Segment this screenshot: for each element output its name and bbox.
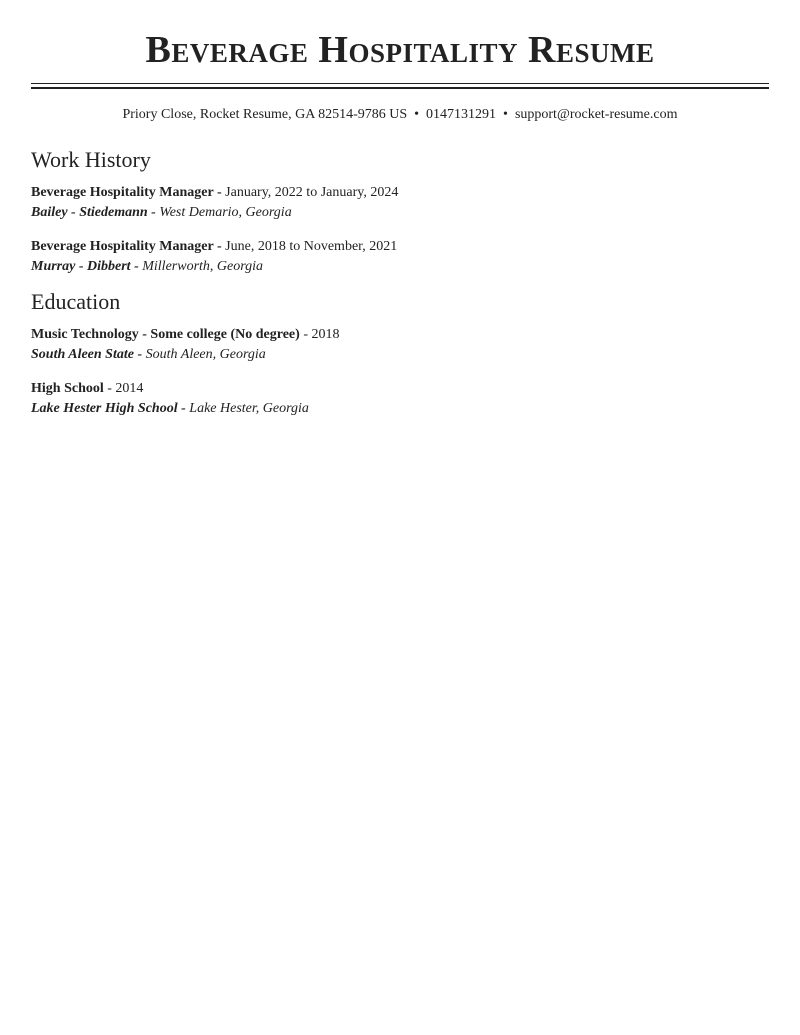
contact-email: support@rocket-resume.com bbox=[514, 107, 678, 122]
work-entry-title-line bbox=[31, 237, 769, 257]
work-entry bbox=[31, 183, 769, 223]
contact-separator: • bbox=[503, 107, 508, 122]
degree-year: 2014 bbox=[115, 381, 144, 396]
school-dash: - bbox=[133, 347, 146, 362]
resume-title: Beverage Hospitality Resume bbox=[145, 29, 655, 71]
job-title-dash: - bbox=[213, 185, 226, 200]
job-title: Beverage Hospitality Manager bbox=[31, 239, 214, 254]
contact-phone: 0147131291 bbox=[426, 107, 497, 122]
work-history-heading: Work History bbox=[31, 147, 151, 172]
title-rule-thin bbox=[31, 83, 769, 84]
school-location: South Aleen, Georgia bbox=[145, 347, 266, 362]
work-entry bbox=[31, 237, 769, 277]
school-name: South Aleen State bbox=[31, 347, 134, 362]
job-dates: June, 2018 to November, 2021 bbox=[225, 239, 398, 254]
company-dash: - bbox=[147, 205, 160, 220]
company-name: Bailey - Stiedemann bbox=[31, 205, 148, 220]
resume-page bbox=[31, 0, 769, 419]
education-entry-school-line bbox=[31, 399, 769, 419]
degree-dash: - bbox=[103, 381, 116, 396]
job-dates: January, 2022 to January, 2024 bbox=[225, 185, 399, 200]
contact-separator: • bbox=[414, 107, 420, 122]
work-entry-company-line bbox=[31, 257, 769, 277]
job-title: Beverage Hospitality Manager bbox=[31, 185, 214, 200]
contact-address: Priory Close, Rocket Resume, GA 82514-9786 US bbox=[122, 107, 408, 122]
education-entry bbox=[31, 379, 769, 419]
work-entry-title-line bbox=[31, 183, 769, 203]
company-name: Murray - Dibbert bbox=[31, 259, 131, 274]
contact-line bbox=[31, 106, 769, 124]
degree-name: High School bbox=[31, 381, 104, 396]
school-location: Lake Hester, Georgia bbox=[189, 401, 309, 416]
degree-name: Music Technology - Some college (No degree) bbox=[31, 327, 300, 342]
school-dash: - bbox=[177, 401, 190, 416]
school-name: Lake Hester High School bbox=[31, 401, 178, 416]
education-entry bbox=[31, 325, 769, 365]
company-location: West Demario, Georgia bbox=[159, 205, 292, 220]
degree-dash: - bbox=[299, 327, 312, 342]
work-entry-company-line bbox=[31, 203, 769, 223]
title-rule-thick bbox=[31, 87, 769, 89]
company-location: Millerworth, Georgia bbox=[142, 259, 264, 274]
education-heading: Education bbox=[31, 289, 121, 314]
education-entry-degree-line bbox=[31, 325, 769, 345]
degree-year: 2018 bbox=[311, 327, 340, 342]
job-title-dash: - bbox=[213, 239, 226, 254]
education-entry-degree-line bbox=[31, 379, 769, 399]
education-entry-school-line bbox=[31, 345, 769, 365]
company-dash: - bbox=[130, 259, 143, 274]
